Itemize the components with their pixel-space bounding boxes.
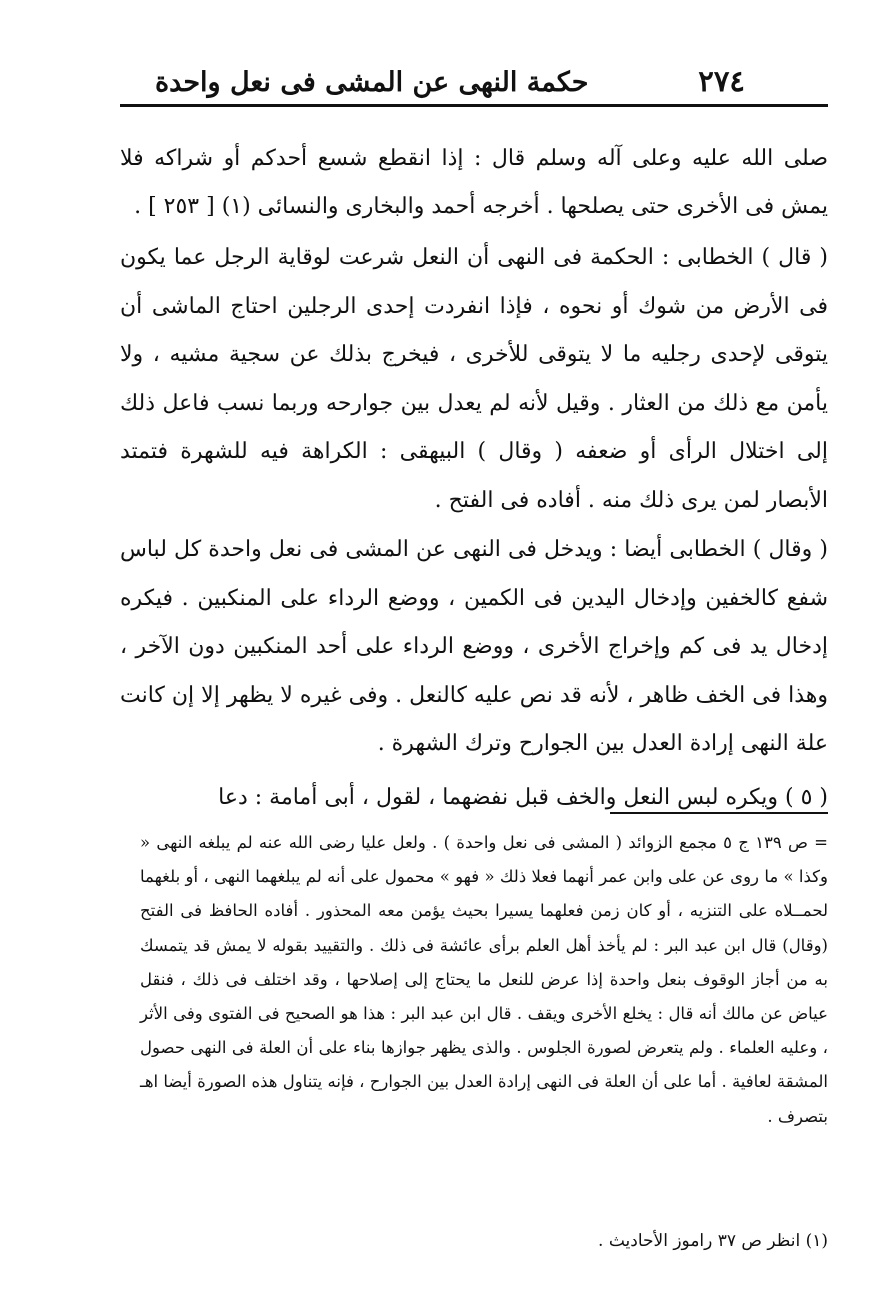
paragraph-item-5: ( ٥ ) ويكره لبس النعل والخف قبل نفضهما ، لقول ، أبى أمامة : دعا: [218, 785, 828, 810]
footnote-1: (١) انظر ص ٣٧ راموز الأحاديث .: [598, 1231, 828, 1251]
page-number: ٢٧٤: [698, 64, 745, 98]
footnote-continuation: = ص ١٣٩ ج ٥ مجمع الزوائد ( المشى فى نعل واحدة ) . ولعل عليا رضى الله عنه لم يبلغه النهى « وكذا » ما روى عن على وابن عمر أنهما فعلا ذلك « فهو » محمول على أنه لم يبلغهما النهى ، أو بلغهما لحمــلاه على التنزيه ، أو كان زمن فعلهما يسيرا بحيث يؤمن معه المحذور . أفاده الحافظ فى الفتح (وقال) قال ابن عبد البر : لم يأخذ أهل العلم برأى عائشة فى ذلك . والتقييد بقوله لا يمش قد يتمسك به من أجاز الوقوف بنعل واحدة إذا عرض للنعل ما يحتاج إلى إصلاحها ، وقد اختلف فى ذلك ، فنقل عياض عن مالك أنه قال : يخلع الأخرى ويقف . قال ابن عبد البر : هذا هو الصحيح فى الفتوى وفى الأثر ، وعليه العلماء . ولم يتعرض لصورة الجلوس . والذى يظهر جوازها بناء على أن العلة فى النهى حصول المشقة لعافية . أما على أن العلة فى النهى إرادة العدل بين الجوارح ، فإنه يتناول هذه الصورة أيضا اهـ بتصرف .: [140, 833, 829, 1126]
paragraph-khattabi: ( قال ) الخطابى : الحكمة فى النهى أن النعل شرعت لوقاية الرجل عما يكون فى الأرض من شوك أو نحوه ، فإذا انفردت إحدى الرجلين احتاج الماشى أن يتوقى لإحدى رجليه ما لا يتوقى للأخرى ، فيخرج بذلك عن سجية مشيه ، ولا يأمن مع ذلك من العثار . وقيل لأنه لم يعدل بين جوارحه وربما نسب فاعل ذلك إلى اختلال الرأى أو ضعفه ( وقال ) البيهقى : الكراهة فيه للشهرة فتمتد الأبصار لمن يرى ذلك منه . أفاده فى الفتح .: [120, 245, 828, 513]
footnote-rule: [610, 812, 828, 814]
running-title: حكمة النهى عن المشى فى نعل واحدة: [155, 67, 589, 98]
paragraph-hadith: صلى الله عليه وعلى آله وسلم قال : إذا انقطع شسع أحدكم أو شراكه فلا يمش فى الأخرى حتى يصلحها . أخرجه أحمد والبخارى والنسائى (١) [ ٢٥٣ ] .: [120, 146, 828, 219]
paragraph-khattabi-also: ( وقال ) الخطابى أيضا : ويدخل فى النهى عن المشى فى نعل واحدة كل لباس شفع كالخفين وإدخال اليدين فى الكمين ، ووضع الرداء على المنكبين . فيكره إدخال يد فى كم وإخراج الأخرى ، ووضع الرداء على أحد المنكبين دون الآخر ، وهذا فى الخف ظاهر ، لأنه قد نص عليه كالنعل . وفى غيره لا يظهر إلا إن كانت علة النهى إرادة العدل بين الجوارح وترك الشهرة .: [120, 537, 828, 756]
header-rule: [120, 104, 828, 107]
running-header: [155, 52, 745, 98]
